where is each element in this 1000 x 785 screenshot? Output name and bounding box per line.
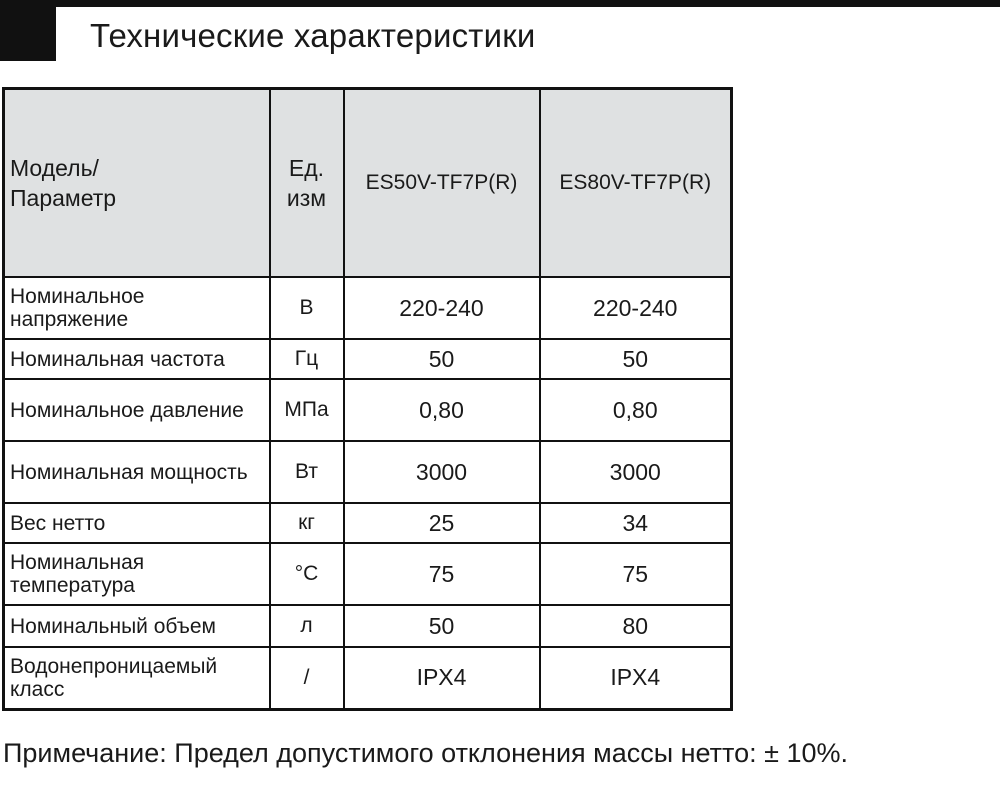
table-row — [4, 277, 732, 339]
table-row — [4, 379, 732, 441]
row-param — [4, 543, 270, 605]
row-param-text: Номинальный объем — [10, 614, 216, 638]
header-param-line1: Модель/ — [10, 155, 99, 181]
page-title: Технические характеристики — [90, 17, 536, 54]
table-row — [4, 543, 732, 605]
header-param — [4, 89, 270, 278]
row-param-text: Номинальная мощность — [10, 460, 248, 484]
row-value-model-2: 220-240 — [540, 277, 732, 339]
row-param-text: Номинальная частота — [10, 347, 225, 371]
row-value-model-2: 80 — [540, 605, 732, 647]
header-model-2: ES80V-TF7P(R) — [540, 89, 732, 278]
footnote: Примечание: Предел допустимого отклонения массы нетто: ± 10%. — [3, 738, 848, 768]
row-value-model-1: 50 — [344, 605, 540, 647]
row-param — [4, 605, 270, 647]
row-value-model-2: IPX4 — [540, 647, 732, 709]
row-param — [4, 379, 270, 441]
header-model-1: ES50V-TF7P(R) — [344, 89, 540, 278]
header-param-line2: Параметр — [10, 185, 117, 211]
table-row — [4, 441, 732, 503]
row-unit: °C — [270, 543, 344, 605]
row-value-model-1: 220-240 — [344, 277, 540, 339]
row-param — [4, 503, 270, 543]
table-row — [4, 605, 732, 647]
header-unit — [270, 89, 344, 278]
row-param — [4, 441, 270, 503]
row-value-model-2: 3000 — [540, 441, 732, 503]
row-value-model-2: 75 — [540, 543, 732, 605]
row-value-model-1: 3000 — [344, 441, 540, 503]
row-param-text: Номинальная температура — [10, 551, 145, 597]
row-value-model-1: 0,80 — [344, 379, 540, 441]
row-param — [4, 647, 270, 709]
row-unit: кг — [270, 503, 344, 543]
row-unit: л — [270, 605, 344, 647]
row-value-model-1: 50 — [344, 339, 540, 379]
row-value-model-1: IPX4 — [344, 647, 540, 709]
row-value-model-1: 75 — [344, 543, 540, 605]
row-param — [4, 339, 270, 379]
table-row — [4, 503, 732, 543]
header-unit-line2: изм — [286, 185, 327, 211]
spec-table — [2, 87, 733, 711]
row-value-model-2: 50 — [540, 339, 732, 379]
row-param-text: Водонепроницаемый класс — [10, 654, 218, 701]
row-unit: / — [270, 647, 344, 709]
row-param — [4, 277, 270, 339]
row-unit: В — [270, 277, 344, 339]
header-unit-line1: Ед. — [288, 155, 325, 181]
table-row — [4, 647, 732, 709]
top-rule — [0, 0, 1000, 7]
row-param-text: Вес нетто — [10, 511, 106, 535]
table-row — [4, 339, 732, 379]
row-unit: МПа — [270, 379, 344, 441]
row-value-model-2: 34 — [540, 503, 732, 543]
row-param-text: Номинальное давление — [10, 398, 244, 422]
row-value-model-1: 25 — [344, 503, 540, 543]
row-param-text: Номинальное напряжение — [10, 285, 145, 331]
title-marker-block — [0, 0, 56, 61]
table-header-row — [4, 89, 732, 278]
row-unit: Гц — [270, 339, 344, 379]
row-unit: Вт — [270, 441, 344, 503]
row-value-model-2: 0,80 — [540, 379, 732, 441]
